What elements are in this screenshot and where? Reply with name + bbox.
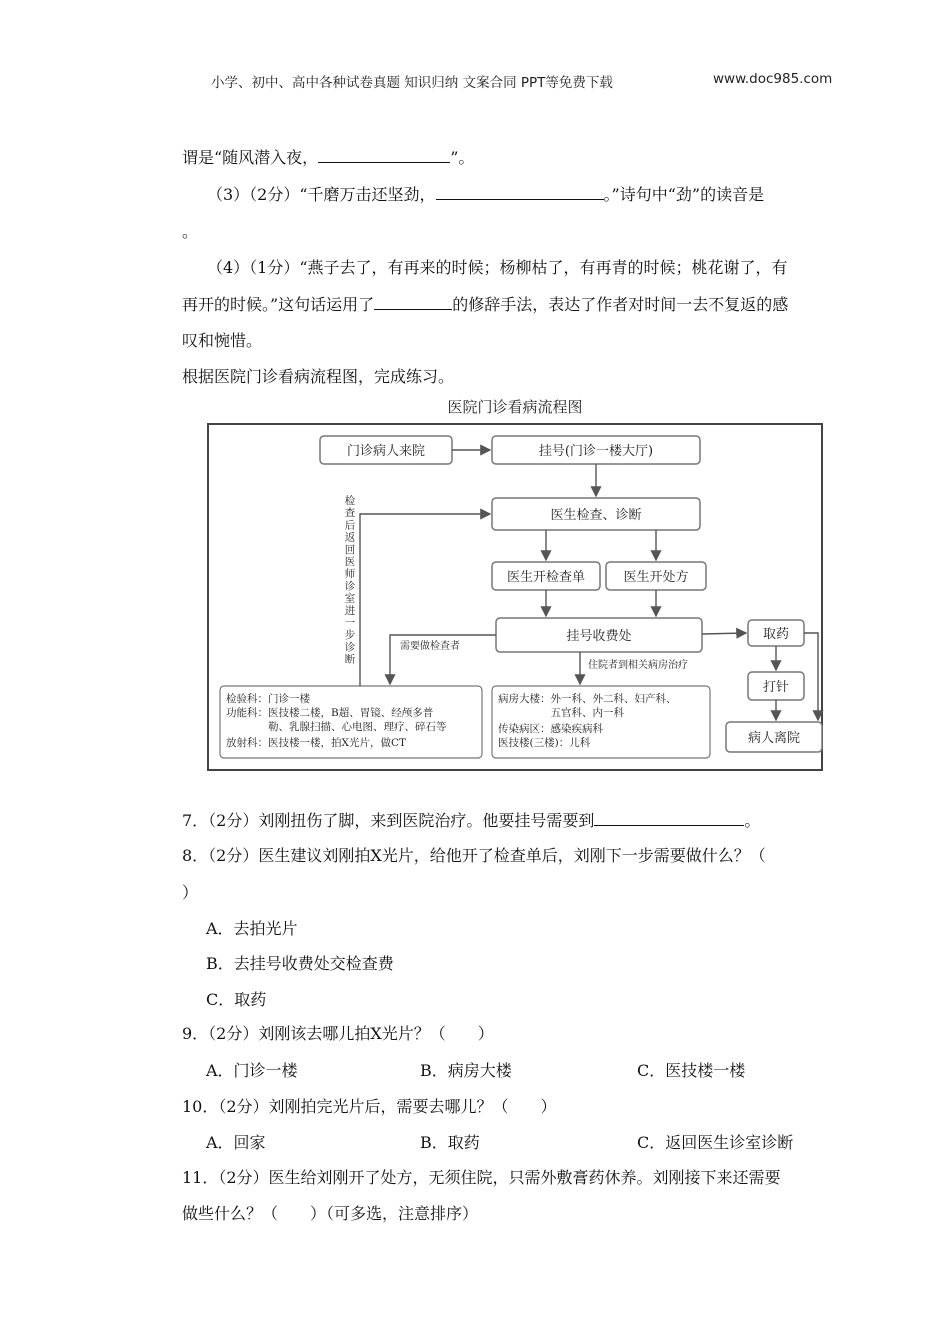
q9-line: 9．（2分）刘刚该去哪儿拍X光片？（ ） <box>182 1024 494 1043</box>
q7-answer-blank[interactable] <box>594 811 744 826</box>
label-inpatient: 住院者到相关病房治疗 <box>588 660 688 671</box>
node-injection-label: 打针 <box>762 680 790 695</box>
q3-text-post: 。”诗句中“劲”的读音是 <box>603 185 765 204</box>
node-leave-label: 病人离院 <box>747 731 801 746</box>
section-intro: 根据医院门诊看病流程图，完成练习。 <box>182 367 455 386</box>
q8-option-c[interactable]: C．取药 <box>206 990 267 1009</box>
ward-box-line: 医技楼(三楼)：儿科 <box>498 737 591 749</box>
q2-text-pre: 谓是“随风潜入夜， <box>182 148 319 167</box>
q8-option-a[interactable]: A．去拍光片 <box>206 919 298 938</box>
q2-line <box>182 145 474 168</box>
q3-cont: 。 <box>182 222 199 241</box>
arrow-cashier-medicine <box>702 633 746 634</box>
q9-option-b[interactable]: B．病房大楼 <box>420 1061 512 1080</box>
label-need-exam: 需要做检查者 <box>400 641 460 652</box>
side-label-char: 步 <box>344 629 356 642</box>
q11-line1: 11．（2分）医生给刘刚开了处方，无须住院，只需外敷膏药休养。刘刚接下来还需要 <box>182 1168 781 1187</box>
q4-text-post: 的修辞手法，表达了作者对时间一去不复返的感 <box>452 295 789 314</box>
q8-option-b[interactable]: B．去挂号收费处交检查费 <box>206 954 394 973</box>
q2-text-post: ”。 <box>450 148 475 167</box>
side-label-char: 返 <box>344 531 356 544</box>
node-diagnose-label: 医生检查、诊断 <box>550 508 642 523</box>
side-label-return <box>345 494 356 666</box>
q8-line2: ） <box>182 883 199 902</box>
header-ad-text: 小学、初中、高中各种试卷真题 知识归纳 文案合同 PPT等免费下载 <box>211 75 613 91</box>
q10-option-c[interactable]: C．返回医生诊室诊断 <box>637 1133 794 1152</box>
q9-option-a[interactable]: A．门诊一楼 <box>206 1061 298 1080</box>
side-label-char: 诊 <box>344 641 356 654</box>
q11-line2: 做些什么？（ ）（可多选，注意排序） <box>182 1204 479 1223</box>
side-label-char: 诊 <box>344 580 356 593</box>
exam-box-line: 检验科：门诊一楼 <box>226 693 310 705</box>
flowchart-title: 医院门诊看病流程图 <box>447 398 583 416</box>
q3-answer-blank[interactable] <box>436 185 604 200</box>
header-site-link[interactable]: www.doc985.com <box>713 71 833 87</box>
q4-line1: （4）（1分）“燕子去了，有再来的时候；杨柳枯了，有再青的时候；桃花谢了，有 <box>207 258 788 277</box>
q2-answer-blank[interactable] <box>318 148 450 163</box>
q7-text-post: 。 <box>744 811 761 830</box>
arrow-return-diagnose <box>360 514 490 686</box>
exam-box-line: 功能科：医技楼二楼，B超、胃镜、经颅多普 <box>226 707 434 719</box>
ward-box-line: 五官科、内一科 <box>498 707 624 719</box>
ward-box-line: 病房大楼：外一科、外二科、妇产科、 <box>498 693 677 705</box>
node-cashier-label: 挂号收费处 <box>566 629 632 644</box>
q10-option-b[interactable]: B．取药 <box>420 1133 480 1152</box>
node-arrive-label: 门诊病人来院 <box>346 444 426 459</box>
side-label-char: 后 <box>344 519 356 532</box>
side-label-char: 断 <box>344 653 356 666</box>
q4-line3: 叹和惋惜。 <box>182 331 263 350</box>
q7-text-pre: 7．（2分）刘刚扭伤了脚，来到医院治疗。他要挂号需要到 <box>182 811 595 830</box>
q7-line <box>182 808 760 831</box>
q8-line1: 8．（2分）医生建议刘刚拍X光片，给他开了检查单后，刘刚下一步需要做什么？（ <box>182 846 766 865</box>
q10-option-a[interactable]: A．回家 <box>206 1133 266 1152</box>
exam-box-line: 放射科：医技楼一楼，拍X光片，做CT <box>226 737 407 749</box>
q9-option-c[interactable]: C．医技楼一楼 <box>637 1061 746 1080</box>
arrow-medicine-leave <box>804 633 818 720</box>
side-label-char: 回 <box>344 543 356 556</box>
q3-text-pre: （3）（2分）“千磨万击还坚劲， <box>207 185 436 204</box>
side-label-char: 检 <box>344 495 356 507</box>
side-label-char: 一 <box>344 617 356 629</box>
q4-line2 <box>182 292 788 315</box>
node-register-label: 挂号(门诊一楼大厅) <box>538 444 654 459</box>
node-exam-order-label: 医生开检查单 <box>506 570 586 585</box>
side-label-char: 查 <box>344 507 356 520</box>
q4-answer-blank[interactable] <box>374 295 452 310</box>
node-prescription-label: 医生开处方 <box>623 570 689 585</box>
node-medicine-label: 取药 <box>762 627 790 642</box>
q4-text-pre: 再开的时候。”这句话运用了 <box>182 295 375 314</box>
q3-line <box>207 182 764 205</box>
hospital-flowchart <box>200 392 830 776</box>
ward-box-line: 传染病区：感染疾病科 <box>498 723 603 735</box>
side-label-char: 室 <box>344 592 356 605</box>
side-label-char: 医 <box>344 556 356 568</box>
side-label-char: 师 <box>344 568 356 581</box>
side-label-char: 进 <box>344 604 356 617</box>
exam-box-line: 勒、乳腺扫描、心电图、理疗、碎石等 <box>226 721 447 733</box>
q10-line: 10．（2分）刘刚拍完光片后，需要去哪儿？（ ） <box>182 1097 557 1116</box>
